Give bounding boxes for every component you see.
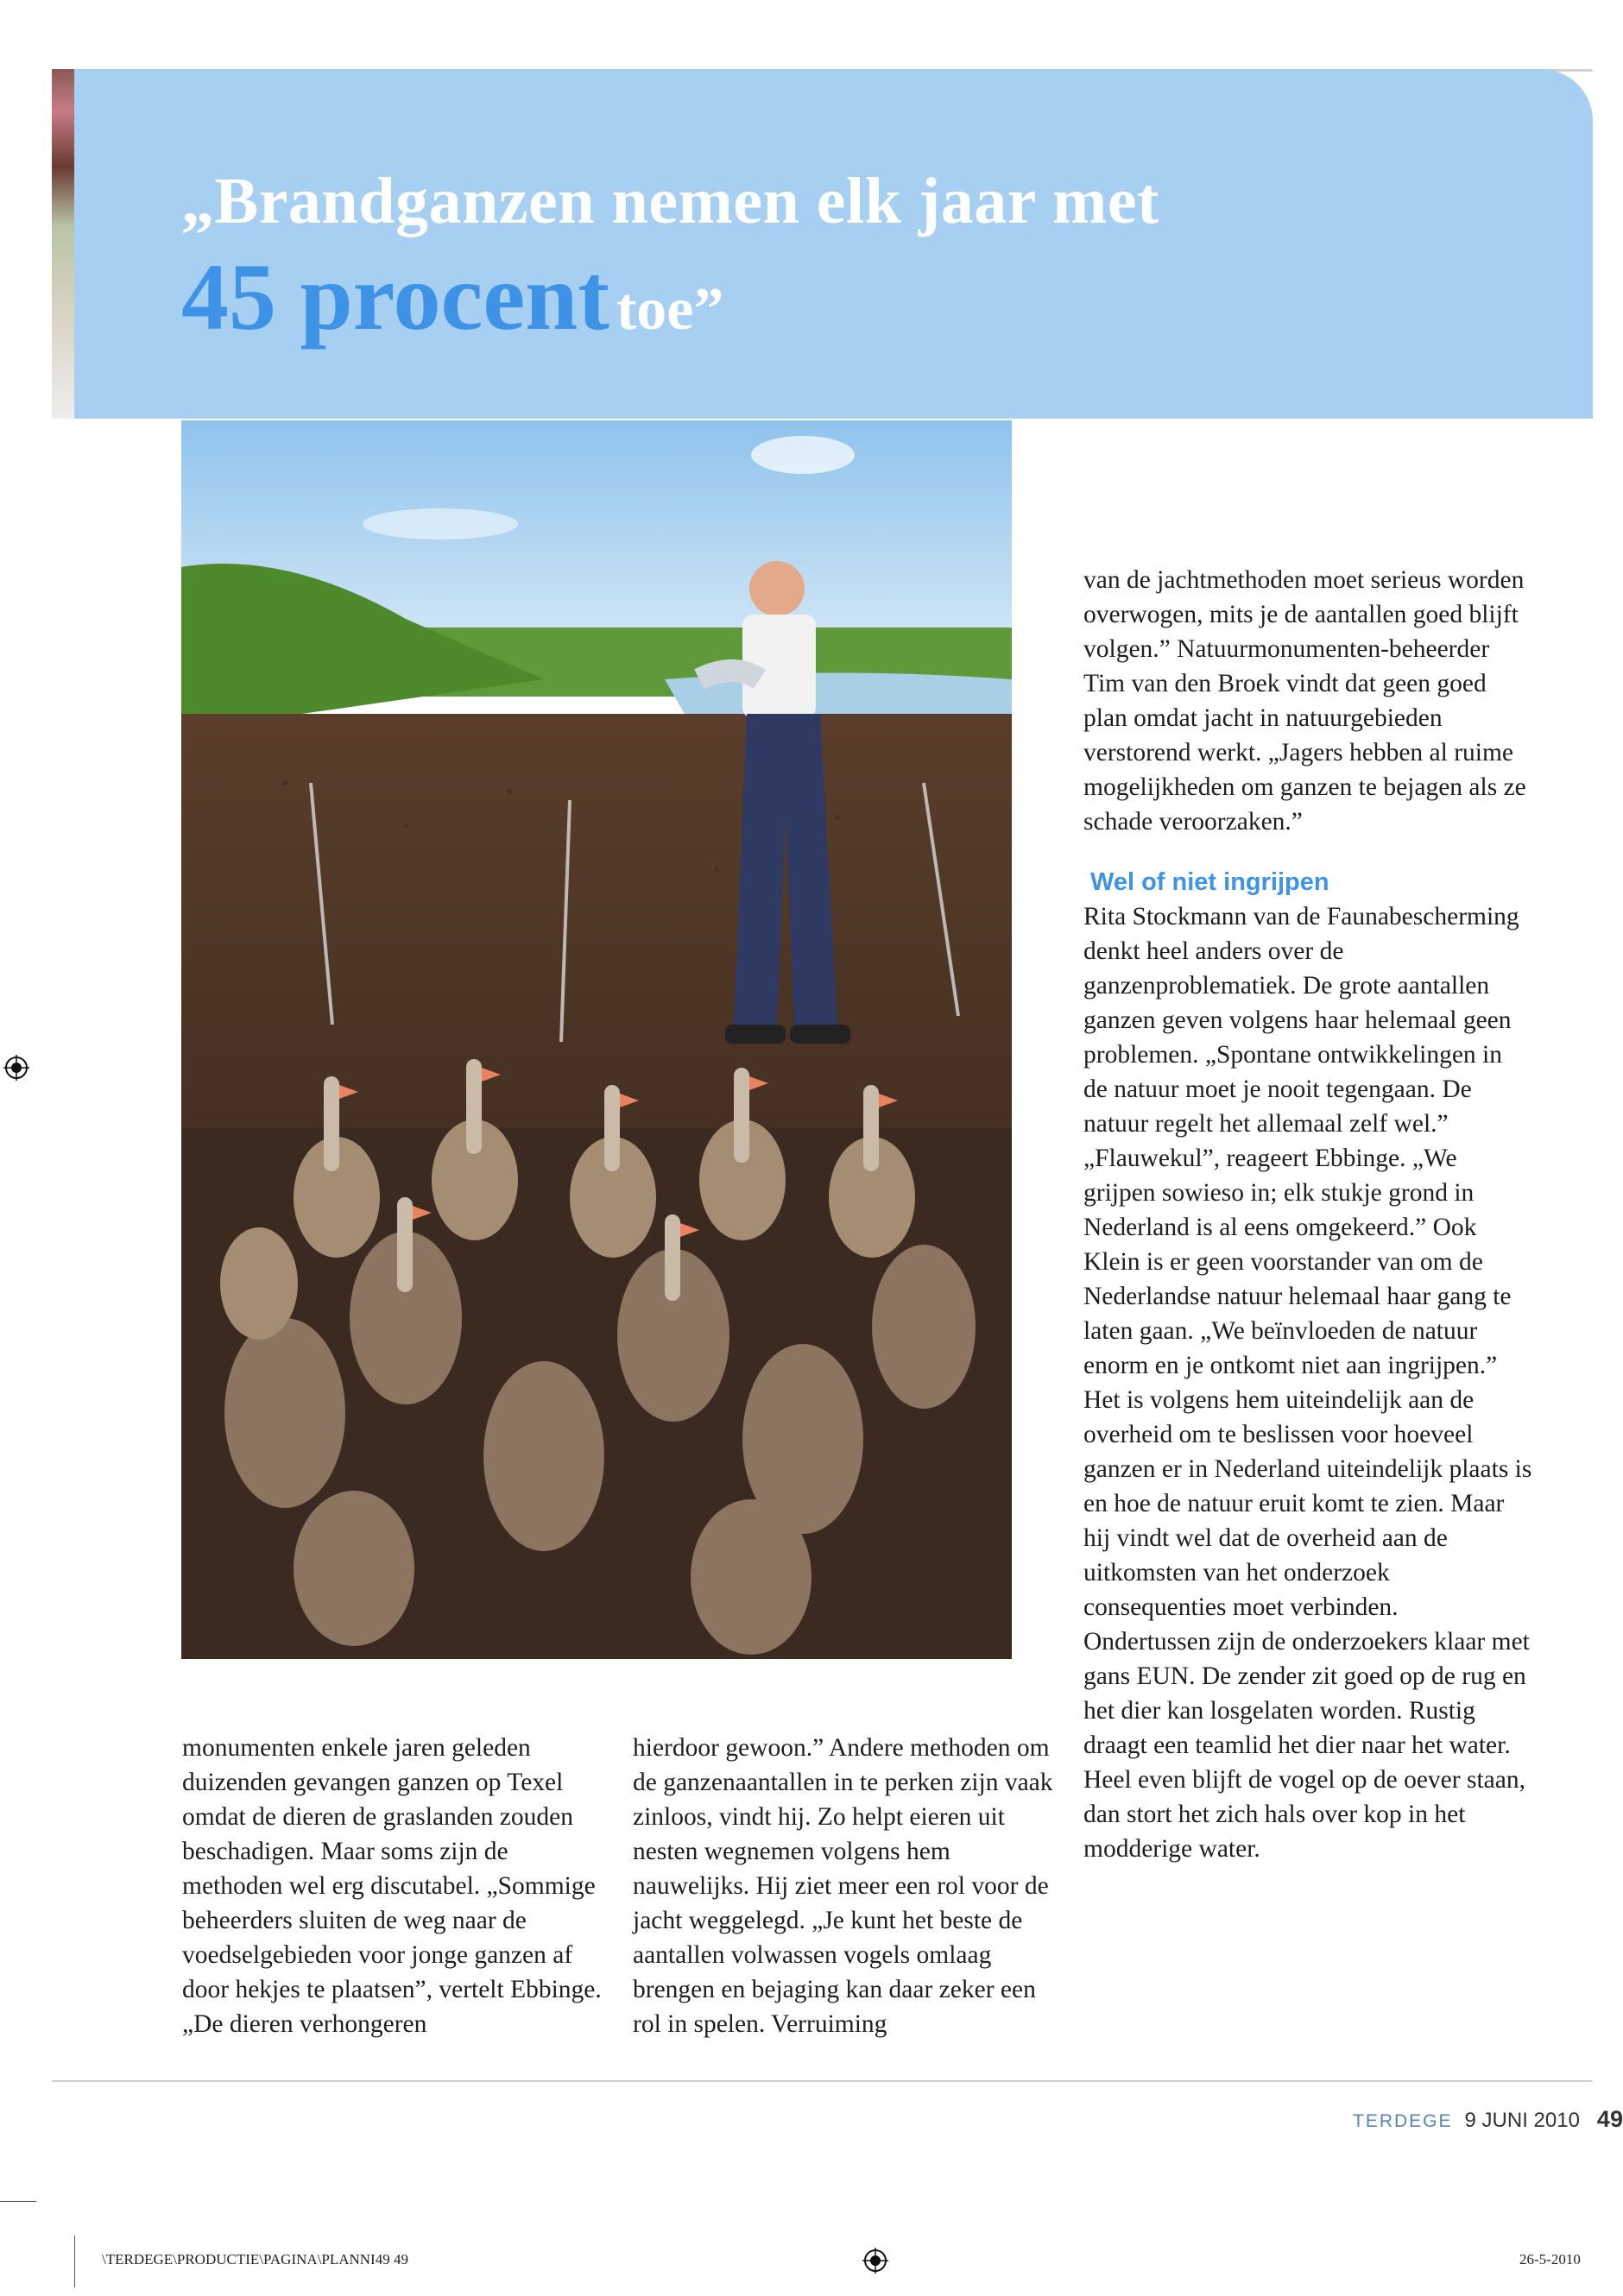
print-slug-path: \TERDEGE\PRODUCTIE\PAGINA\PLANNI49 49 bbox=[102, 2251, 408, 2268]
text-column-2 bbox=[633, 1731, 1056, 2041]
body-paragraph: Ondertussen zijn de onderzoekers klaar met gans EUN. De zender zit goed op de rug en het dier kan losgelaten worden. Rustig draagt een teamlid het dier naar het water. Heel even blijft de vogel op de oever staan, dan stort het zich hals over kop in het modderige water. bbox=[1083, 1628, 1530, 1863]
page-footer bbox=[1353, 2106, 1623, 2133]
headline-highlight: 45 procent bbox=[181, 244, 609, 350]
headline bbox=[181, 165, 1159, 350]
body-paragraph: van de jachtmethoden moet serieus worden overwogen, mits je de aantallen goed blijft volgen.” Natuurmonumenten-beheerder Tim van den Broek vindt dat geen goed plan omdat jacht in natuurgebieden verstorend werkt. „Jagers hebben al ruime mogelijkheden om ganzen te bejagen als ze schade veroorzaken.” bbox=[1083, 566, 1526, 836]
print-slug-date: 26-5-2010 bbox=[1519, 2251, 1581, 2268]
text-column-1 bbox=[182, 1731, 605, 2041]
crop-mark bbox=[0, 2201, 36, 2202]
body-paragraph: Rita Stockmann van de Faunabescherming denkt heel anders over de ganzenproblematiek. De grote aantallen ganzen geven volgens haar helemaal geen problemen. „Spontane ontwikkelingen in de natuur moet je nooit tegengaan. De natuur regelt het allemaal zelf wel.” bbox=[1083, 903, 1519, 1138]
issue-date: 9 JUNI 2010 bbox=[1464, 2109, 1580, 2132]
crop-mark bbox=[74, 2236, 75, 2287]
registration-mark-icon bbox=[862, 2248, 888, 2274]
headline-line-2 bbox=[181, 244, 1159, 350]
section-subheading: Wel of niet ingrijpen bbox=[1090, 868, 1329, 896]
geese-flock bbox=[181, 1059, 1012, 1659]
page-frame-bottom bbox=[52, 2080, 1593, 2082]
body-paragraph: hierdoor gewoon.” Andere methoden om de ganzenaantallen in te perken zijn vaak zinloos, vindt hij. Zo helpt eieren uit nesten wegnemen volgens hem nauwelijks. Hij ziet meer een rol voor de jacht weggelegd. „Je kunt het beste de aantallen volwassen vogels omlaag brengen en bejaging kan daar zeker een rol in spelen. Verruiming bbox=[633, 1734, 1053, 2038]
magazine-name: TERDEGE bbox=[1353, 2111, 1453, 2131]
registration-mark-icon bbox=[3, 1055, 29, 1081]
text-column-3 bbox=[1083, 563, 1532, 1866]
headline-tail: toe” bbox=[616, 276, 724, 343]
headline-line-1: „Brandganzen nemen elk jaar met bbox=[181, 165, 1159, 237]
body-paragraph: monumenten enkele jaren geleden duizenden gevangen ganzen op Texel omdat de dieren de graslanden zouden beschadigen. Maar soms zijn de methoden wel erg discutabel. „Sommige beheerders sluiten de weg naar de voedselgebieden voor jonge ganzen af door hekjes te plaatsen”, vertelt Ebbinge. „De dieren verhongeren bbox=[182, 1734, 602, 2038]
page-number: 49 bbox=[1596, 2106, 1623, 2132]
photo-man-with-geese bbox=[181, 420, 1012, 1659]
body-paragraph: „Flauwekul”, reageert Ebbinge. „We grijpen sowieso in; elk stukje grond in Nederland is al eens omgekeerd.” Ook Klein is er geen voorstander van om de Nederlandse natuur helemaal haar gang te laten gaan. „We beïnvloeden de natuur enorm en je ontkomt niet aan ingrijpen.” Het is volgens hem uiteindelijk aan de overheid om te beslissen voor hoeveel ganzen er in Nederland uiteindelijk plaats is en hoe de natuur eruit komt te zien. Maar hij vindt wel dat de overheid aan de uitkomsten van het onderzoek consequenties moet verbinden. bbox=[1083, 1145, 1532, 1621]
previous-page-photo-edge bbox=[52, 69, 74, 419]
